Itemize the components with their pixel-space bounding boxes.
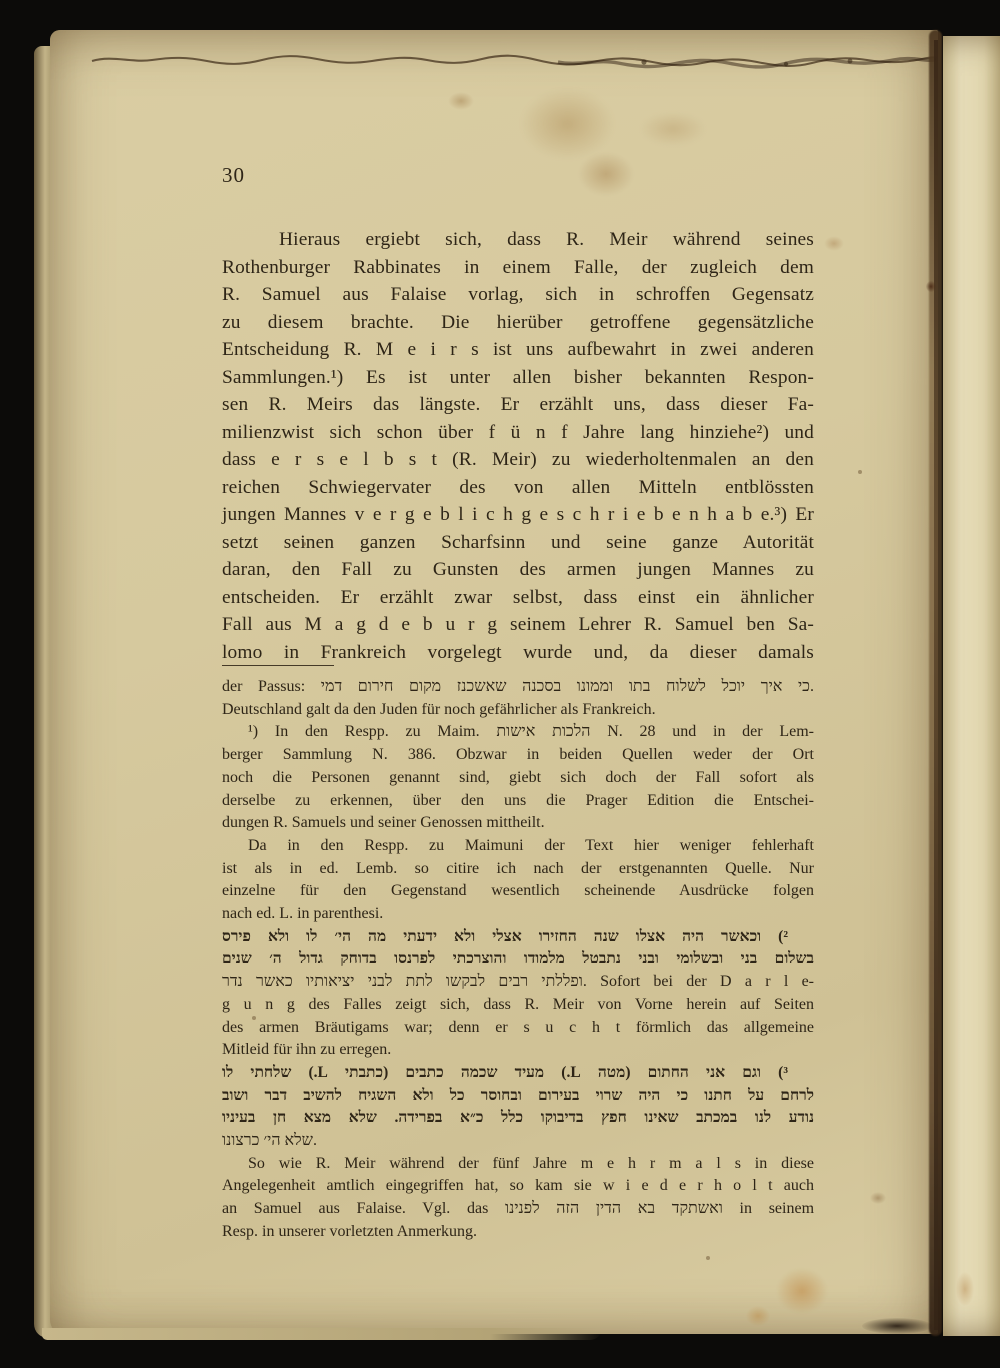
- stain: [956, 1272, 974, 1306]
- text-line: noch die Personen genannt sind, giebt sich doch der Fall sofort als: [222, 768, 814, 786]
- page-number: 30: [222, 163, 245, 187]
- text-line: לרחם על חתנו כי היה שרוי בעירום ובחוסר כל ולא השגיח להשיב דבר ושוב: [222, 1086, 814, 1104]
- text-line: an Samuel aus Falaise. Vgl. das ואשתקד בא הדין הזה לפנינו in seinem: [222, 1200, 815, 1218]
- speck: [252, 1016, 256, 1020]
- text-line: R. Samuel aus Falaise vorlag, sich in schroffen Gegensatz: [222, 284, 814, 305]
- text-line: milienzwist sich schon über f ü n f Jahre lang hinziehe²) und: [222, 421, 814, 443]
- text-line: Entscheidung R. M e i r s ist uns aufbewahrt in zwei anderen: [222, 339, 814, 360]
- text-line: des armen Bräutigams war; denn er s u c h t förmlich das allgemeine: [222, 1018, 814, 1036]
- stain: [862, 1318, 932, 1334]
- text-line: ופללתי רבים לבקשו לתת לבני יציאותיו כאשר נדר. Sofort bei der D a r l e-: [222, 973, 814, 991]
- text-line: lomo in Frankreich vorgelegt wurde und, da dieser damals: [222, 641, 814, 663]
- stain: [776, 1268, 828, 1314]
- text-line: nach ed. L. in parenthesi.: [222, 905, 384, 923]
- speck: [706, 1256, 710, 1260]
- text-line: derselbe zu erkennen, über den uns die Prager Edition die Entschei-: [222, 791, 814, 809]
- text-line: ²) וכאשר היה אצלו שנה החזירו אצלי ולא ידעתי מה הי׳ לו ולא פירס: [222, 927, 788, 945]
- stain: [926, 281, 936, 292]
- text-line: g u n g des Falles zeigt sich, dass R. Meir von Vorne herein auf Seiten: [222, 995, 814, 1013]
- text-line: Sammlungen.¹) Es ist unter allen bisher bekannten Respon-: [222, 366, 814, 388]
- text-line: ist als in ed. Lemb. so citire ich nach der erstgenannten Quelle. Nur: [222, 859, 814, 877]
- text-line: ¹) In den Respp. zu Maim. הלכות אישות N. 28 und in der Lem-: [248, 723, 815, 741]
- stain: [448, 92, 474, 110]
- text-line: Hieraus ergiebt sich, dass R. Meir während seines: [279, 229, 814, 250]
- text-line: שלא הי׳ כרצונו.: [222, 1132, 317, 1150]
- text-line: Resp. in unserer vorletzten Anmerkung.: [222, 1222, 478, 1240]
- text-line: sen R. Meirs das längste. Er erzählt uns, dass dieser Fa-: [222, 394, 814, 415]
- text-line: dass e r s e l b s t (R. Meir) zu wiederholtenmalen an den: [222, 449, 814, 470]
- page-crease-core: [934, 40, 938, 1330]
- adjacent-page-edge: [943, 36, 1000, 1336]
- text-line: der Passus: כי איך יוכל לשלוח בתו וממונו בסכנה שאשכנז מקום חירום דמי.: [222, 678, 814, 695]
- crease-squiggle: [88, 44, 940, 78]
- stain: [870, 1192, 886, 1204]
- main-text: [222, 226, 814, 666]
- footnotes: [222, 676, 814, 1244]
- stain: [640, 112, 706, 146]
- speck: [858, 470, 862, 474]
- text-line: Fall aus M a g d e b u r g seinem Lehrer R. Samuel ben Sa-: [222, 614, 814, 635]
- text-line: Mitleid für ihn zu erregen.: [222, 1041, 392, 1059]
- text-line: berger Sammlung N. 386. Obzwar in beiden Quellen weder der Ort: [222, 746, 814, 764]
- text-line: dungen R. Samuels und seiner Genossen mittheilt.: [222, 814, 545, 832]
- page-bottom-edge: [42, 1328, 602, 1340]
- text-line: נודע לנו במכתב שאינו חפץ בדיבוקו כלל כ״א בפרידה. שלא מצא חן בעיניו: [222, 1109, 814, 1127]
- stain: [824, 236, 844, 251]
- text-line: Da in den Respp. zu Maimuni der Text hier weniger fehlerhaft: [248, 836, 814, 854]
- text-line: Rothenburger Rabbinates in einem Falle, der zugleich dem: [222, 256, 814, 278]
- text-line: jungen Mannes v e r g e b l i c h g e s c h r i e b e n h a b e.³) Er: [222, 504, 814, 525]
- footnote-separator: [222, 665, 334, 666]
- text-line: entscheiden. Er erzählt zwar selbst, dass einst ein ähnlicher: [222, 586, 814, 608]
- text-line: zu diesem brachte. Die hierüber getroffene gegensätzliche: [222, 311, 814, 333]
- stain: [746, 1306, 770, 1326]
- stain: [520, 88, 615, 160]
- text-line: בשלום בני ובשלומי ובני נתבטל מלמודו והוצרכתי לפרנסו בדוחק גדול ה׳ שנים: [222, 950, 814, 968]
- speck: [302, 542, 306, 546]
- text-line: Angelegenheit amtlich eingegriffen hat, so kam sie w i e d e r h o l t auch: [222, 1177, 814, 1195]
- text-line: ³) וגם אני החתום (מטה L.) מעיד שכמה כתבים (כתבתי L.) שלחתי לו: [222, 1063, 789, 1081]
- text-line: So wie R. Meir während der fünf Jahre m e h r m a l s in diese: [248, 1154, 814, 1172]
- text-line: Deutschland galt da den Juden für noch gefährlicher als Frankreich.: [222, 700, 656, 718]
- text-line: daran, den Fall zu Gunsten des armen jungen Mannes zu: [222, 559, 814, 580]
- text-line: reichen Schwiegervater des von allen Mitteln entblössten: [222, 476, 814, 498]
- text-line: einzelne für den Gegenstand wesentlich scheinende Ausdrücke folgen: [222, 882, 814, 900]
- stain: [578, 152, 634, 196]
- book-page: [50, 30, 938, 1334]
- text-line: setzt seinen ganzen Scharfsinn und seine ganze Autorität: [222, 531, 814, 553]
